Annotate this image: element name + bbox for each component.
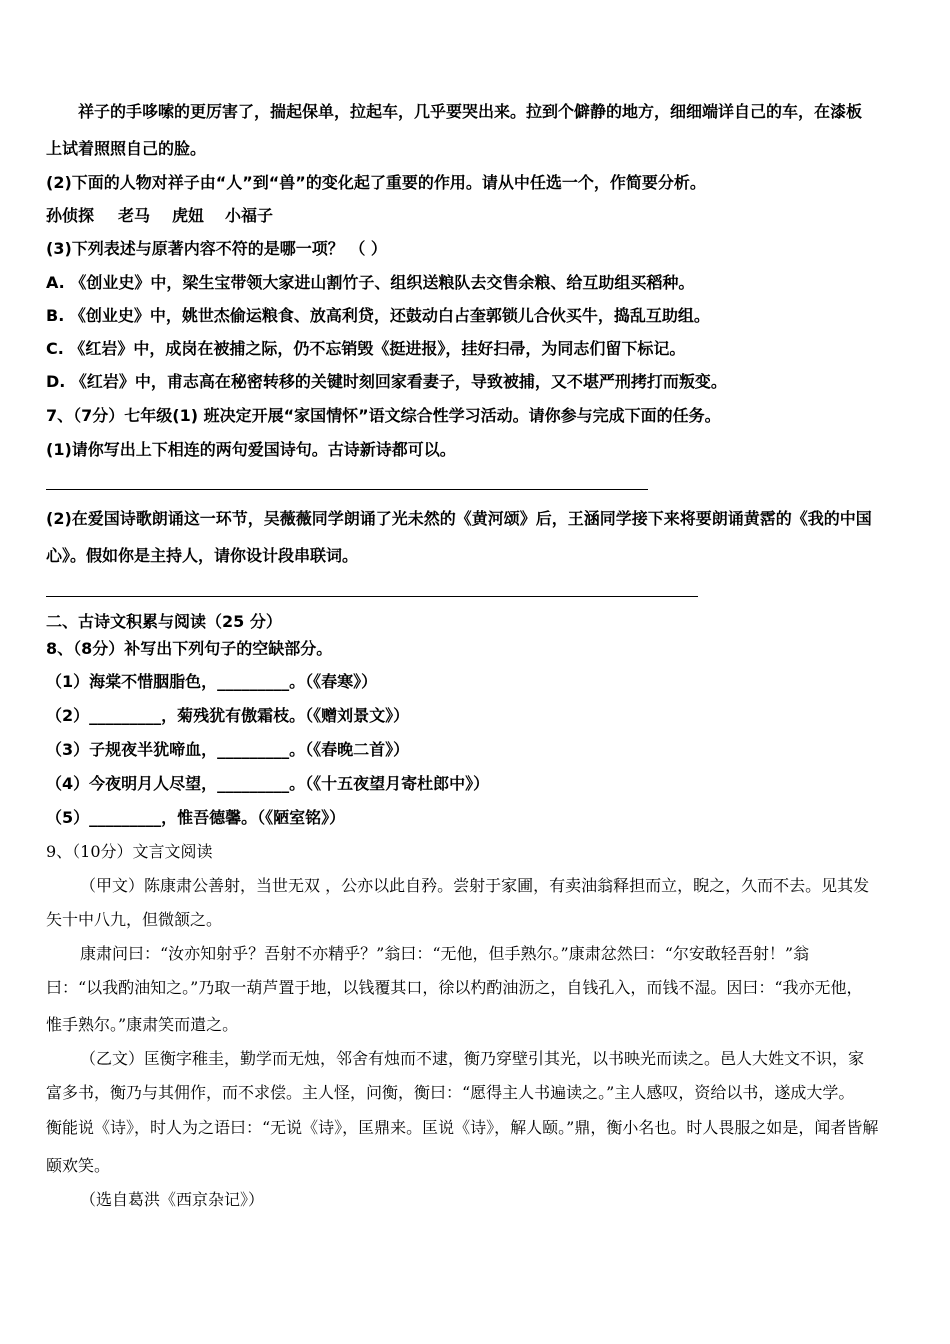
q6-part3-choice-b: B. 《创业史》中，姚世杰偷运粮食、放高利贷，还鼓动白占奎郭锁儿合伙买牛，捣乱互助组。 xyxy=(46,306,710,325)
q8-item-5: （5）_________，惟吾德馨。（《陋室铭》） xyxy=(46,808,346,827)
q8-item-2: （2）_________，菊残犹有傲霜枝。（《赠刘景文》） xyxy=(46,706,410,725)
q9-title: 9、（10分）文言文阅读 xyxy=(46,842,213,861)
q6-part2-option-laoma: 老马 xyxy=(118,206,151,225)
q7-part2-line-1: (2)在爱国诗歌朗诵这一环节，吴薇薇同学朗诵了光未然的《黄河颂》后，王涵同学接下来将要朗诵黄霑的《我的中国 xyxy=(46,509,872,528)
q9-jia-p2-line-2: 曰：“以我酌油知之。”乃取一葫芦置于地，以钱覆其口，徐以杓酌油沥之，自钱孔入，而钱不湿。因曰：“我亦无他， xyxy=(46,978,863,997)
q8-title: 8、（8分）补写出下列句子的空缺部分。 xyxy=(46,639,333,658)
q9-yi-line-4: 颐欢笑。 xyxy=(46,1156,111,1175)
q6-part2-option-huniu: 虎妞 xyxy=(172,206,205,225)
q6-part3-prompt: (3)下列表述与原著内容不符的是哪一项？ （ ） xyxy=(46,239,387,258)
section-2-title: 二、古诗文积累与阅读（25 分） xyxy=(46,612,282,631)
q8-item-4: （4）今夜明月人尽望，_________。（《十五夜望月寄杜郎中》） xyxy=(46,774,490,793)
q8-item-1: （1）海棠不惜胭脂色，_________。（《春寒》） xyxy=(46,672,378,691)
q8-item-3: （3）子规夜半犹啼血，_________。（《春晚二首》） xyxy=(46,740,410,759)
q7-part2-answer-line xyxy=(46,596,698,597)
q7-title: 7、（7分）七年级(1) 班决定开展“家国情怀”语文综合性学习活动。请你参与完成下面的任务。 xyxy=(46,406,721,425)
q6-part3-choice-a: A. 《创业史》中，梁生宝带领大家进山割竹子、组织送粮队去交售余粮、给互助组买稻种。 xyxy=(46,273,695,292)
q6-part3-choice-d: D. 《红岩》中，甫志高在秘密转移的关键时刻回家看妻子，导致被捕，又不堪严刑拷打而叛变。 xyxy=(46,372,727,391)
q7-part1: (1)请你写出上下相连的两句爱国诗句。古诗新诗都可以。 xyxy=(46,440,456,459)
passage-line-2: 上试着照照自己的脸。 xyxy=(46,139,207,158)
q7-part2-line-2: 心》。假如你是主持人，请你设计段串联词。 xyxy=(46,546,359,565)
q9-jia-p1-line-1: （甲文）陈康肃公善射，当世无双 ，公亦以此自矜。尝射于家圃，有卖油翁释担而立，睨之，久而不去。见其发 xyxy=(80,876,870,895)
q6-part3-choice-c: C. 《红岩》中，成岗在被捕之际，仍不忘销毁《挺进报》，挂好扫帚，为同志们留下标记。 xyxy=(46,339,686,358)
q9-source: （选自葛洪《西京杂记》） xyxy=(80,1190,265,1209)
q9-jia-p2-line-3: 惟手熟尔。”康肃笑而遣之。 xyxy=(46,1015,239,1034)
q7-part1-answer-line xyxy=(46,489,648,490)
q9-jia-p1-line-2: 矢十中八九，但微颔之。 xyxy=(46,910,223,929)
passage-line-1: 祥子的手哆嗦的更厉害了，揣起保单，拉起车，几乎要哭出来。拉到个僻静的地方，细细端详自己的车，在漆板 xyxy=(78,102,863,121)
q6-part2-option-xiaofuzi: 小福子 xyxy=(225,206,274,225)
q6-part2-option-sun: 孙侦探 xyxy=(46,206,95,225)
q6-part2-prompt: (2)下面的人物对祥子由“人”到“兽”的变化起了重要的作用。请从中任选一个，作简要分析。 xyxy=(46,173,706,192)
q9-yi-line-3: 衡能说《诗》，时人为之语曰：“无说《诗》，匡鼎来。匡说《诗》，解人颐。”鼎，衡小名也。时人畏服之如是，闻者皆解 xyxy=(46,1118,879,1137)
q9-jia-p2-line-1: 康肃问曰：“汝亦知射乎？吾射不亦精乎？”翁曰：“无他，但手熟尔。”康肃忿然曰：“尔安敢轻吾射！”翁 xyxy=(80,944,810,963)
q9-yi-line-1: （乙文）匡衡字稚圭，勤学而无烛，邻舍有烛而不逮，衡乃穿壁引其光，以书映光而读之。邑人大姓文不识，家 xyxy=(80,1049,865,1068)
q9-yi-line-2: 富多书，衡乃与其佣作，而不求偿。主人怪，问衡，衡曰：“愿得主人书遍读之。”主人感叹，资给以书，遂成大学。 xyxy=(46,1083,855,1102)
